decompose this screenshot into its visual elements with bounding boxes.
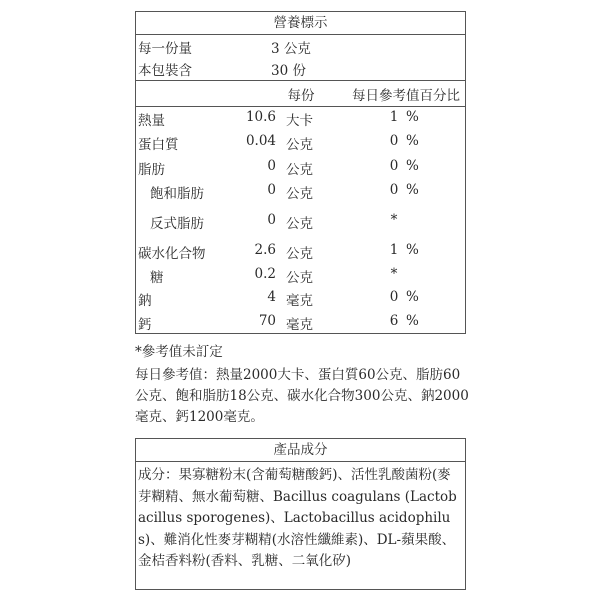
nutrient-unit: 公克 [286, 186, 313, 202]
percent-sign: % [406, 242, 419, 258]
percent-sign: % [406, 182, 419, 198]
nutrient-unit: 公克 [286, 137, 313, 153]
nutrient-unit: 公克 [286, 216, 313, 232]
nutrient-name: 碳水化合物 [138, 246, 206, 262]
nutrient-daily-value: 6 [389, 313, 399, 329]
servings-per-package-label: 本包裝含 [138, 63, 192, 79]
nutrient-value: 0 [267, 158, 276, 174]
asterisk-note: *參考值未訂定 [135, 344, 223, 360]
servings-per-package-value: 30 份 [271, 63, 306, 79]
nutrient-unit: 公克 [286, 162, 313, 178]
nutrient-value: 0 [267, 212, 276, 228]
divider [136, 106, 465, 107]
nutrient-unit: 公克 [286, 270, 313, 286]
nutrient-value: 4 [267, 289, 276, 305]
nutrient-unit: 毫克 [286, 293, 313, 309]
nutrient-name: 飽和脂肪 [150, 186, 204, 202]
nutrient-value: 2.6 [254, 242, 276, 258]
header-per-serving: 每份 [287, 88, 315, 104]
divider [136, 461, 465, 462]
ingredients-text: 成分：果寡糖粉末(含葡萄糖酸鈣)、活性乳酸菌粉(麥芽糊精、無水葡萄糖、Bacillus coagulans (Lactobacillus sporogenes)、Lactobacillus acidophilus)、難消化性麥芽糊精(水溶性纖維素)、DL-蘋果酸、金桔香料粉(香料、乳糖、二氧化矽) [138, 467, 457, 569]
nutrient-name: 蛋白質 [138, 137, 179, 153]
daily-reference-note: 每日參考值：熱量2000大卡、蛋白質60公克、脂肪60公克、飽和脂肪18公克、碳水化合物300公克、鈉2000毫克、鈣1200毫克。 [135, 367, 469, 425]
nutrient-name: 反式脂肪 [150, 216, 204, 232]
nutrient-value: 0 [267, 182, 276, 198]
nutrient-name: 脂肪 [138, 162, 165, 178]
nutrient-daily-value: 1 [389, 242, 399, 258]
nutrient-name: 鈉 [138, 293, 152, 309]
divider [136, 34, 465, 35]
serving-size-value: 3 公克 [271, 41, 311, 57]
nutrient-daily-value: 0 [389, 182, 399, 198]
nutrient-value: 0.2 [254, 266, 276, 282]
percent-sign: % [406, 133, 419, 149]
nutrient-daily-value: 0 [389, 289, 399, 305]
percent-sign: % [406, 313, 419, 329]
ingredients-title: 產品成分 [273, 442, 328, 458]
nutrient-name: 鈣 [138, 317, 152, 333]
nutrient-daily-value: * [390, 266, 398, 282]
nutrient-name: 熱量 [138, 113, 165, 129]
nutrient-name: 糖 [150, 270, 164, 286]
nutrient-value: 0.04 [245, 133, 276, 149]
nutrient-daily-value: 1 [389, 109, 399, 125]
nutrition-title: 營養標示 [273, 15, 328, 31]
ingredients-panel [135, 438, 466, 590]
nutrient-daily-value: 0 [389, 158, 399, 174]
nutrient-unit: 公克 [286, 246, 313, 262]
divider [136, 80, 465, 81]
percent-sign: % [406, 158, 419, 174]
percent-sign: % [406, 109, 419, 125]
serving-size-label: 每一份量 [138, 41, 192, 57]
nutrient-value: 70 [258, 313, 276, 329]
nutrient-daily-value: 0 [389, 133, 399, 149]
nutrient-unit: 大卡 [286, 113, 313, 129]
header-daily-value: 每日參考值百分比 [352, 88, 460, 104]
nutrient-daily-value: * [390, 212, 398, 228]
percent-sign: % [406, 289, 419, 305]
nutrient-value: 10.6 [245, 109, 276, 125]
nutrition-facts-panel [135, 11, 466, 334]
nutrient-unit: 毫克 [286, 317, 313, 333]
